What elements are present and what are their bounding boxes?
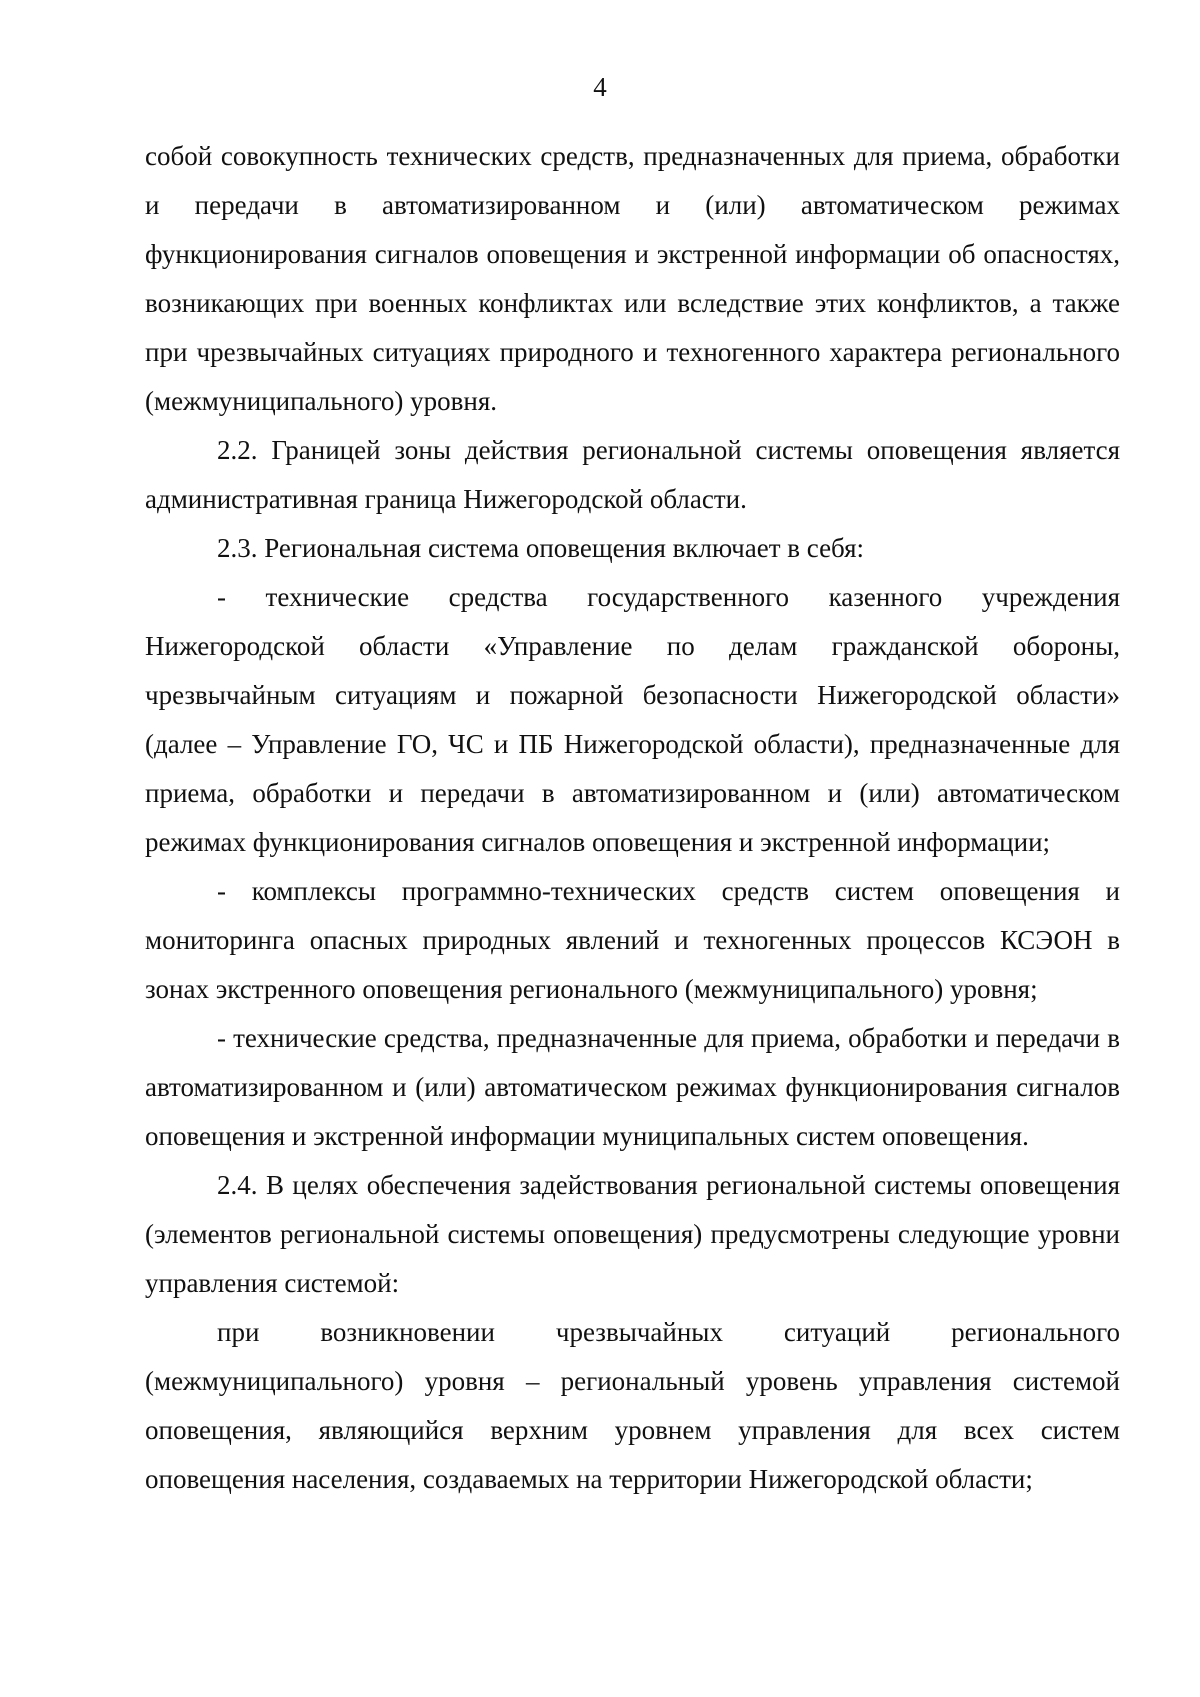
paragraph-2-2: 2.2. Границей зоны действия региональной системы оповещения является административная граница Нижегородской области.: [145, 435, 1120, 514]
paragraph-regional-level: при возникновении чрезвычайных ситуаций регионального (межмуниципального) уровня – региональный уровень управления системой оповещения, являющийся верхним уровнем управления для всех систем оповещения населения, создаваемых на территории Нижегородской области;: [145, 1317, 1120, 1494]
paragraph-2-4: 2.4. В целях обеспечения задействования региональной системы оповещения (элементов региональной системы оповещения) предусмотрены следующие уровни управления системой:: [145, 1170, 1120, 1298]
list-item-municipal-means: - технические средства, предназначенные для приема, обработки и передачи в автоматизированном и (или) автоматическом режимах функционирования сигналов оповещения и экстренной информации муниципальных систем оповещения.: [145, 1023, 1120, 1151]
paragraph-2-3: 2.3. Региональная система оповещения включает в себя:: [217, 533, 865, 563]
list-item-technical-means-gku: - технические средства государственного казенного учреждения Нижегородской области «Управление по делам гражданской обороны, чрезвычайным ситуациям и пожарной безопасности Нижегородской области» (далее – Управление ГО, ЧС и ПБ Нижегородской области), предназначенные для приема, обработки и передачи в автоматизированном и (или) автоматическом режимах функционирования сигналов оповещения и экстренной информации;: [145, 582, 1120, 857]
paragraph-continuation: собой совокупность технических средств, предназначенных для приема, обработки и передачи в автоматизированном и (или) автоматическом режимах функционирования сигналов оповещения и экстренной информации об опасностях, возникающих при военных конфликтах или вследствие этих конфликтов, а также при чрезвычайных ситуациях природного и техногенного характера регионального (межмуниципального) уровня.: [145, 141, 1120, 416]
list-item-ksaon-complexes: - комплексы программно-технических средств систем оповещения и мониторинга опасных природных явлений и техногенных процессов КСЭОН в зонах экстренного оповещения регионального (межмуниципального) уровня;: [145, 876, 1120, 1004]
document-body: [145, 132, 1120, 1504]
page-number: 4: [593, 72, 607, 102]
